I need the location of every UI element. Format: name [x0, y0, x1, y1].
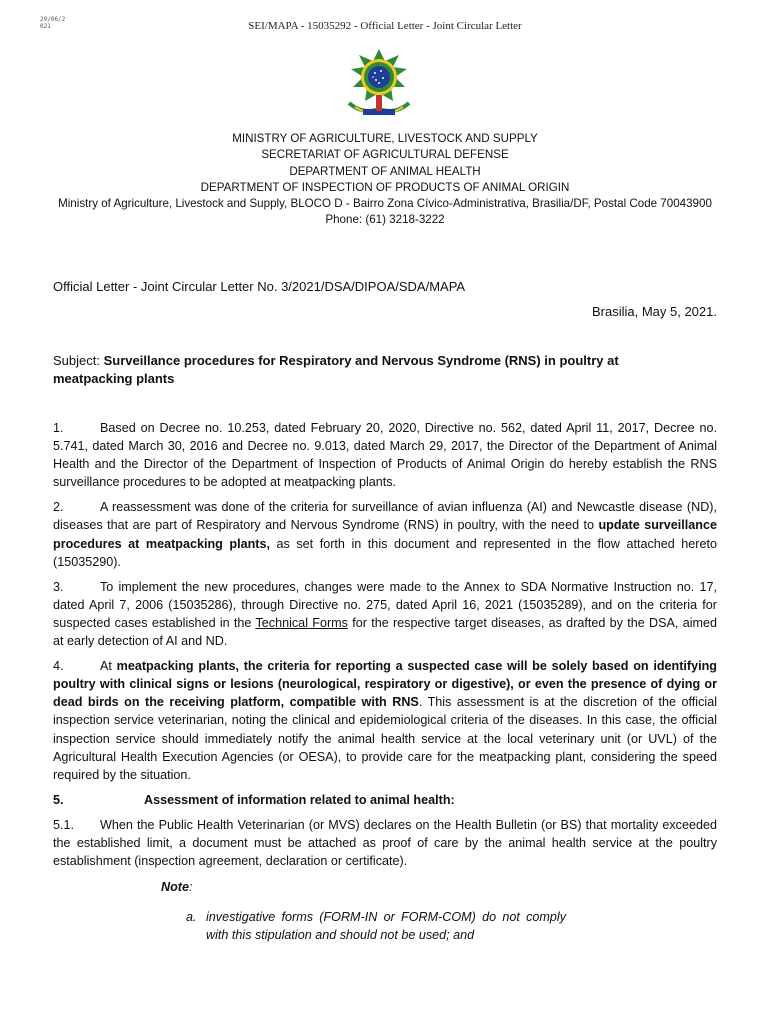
paragraph-text: for the respective target diseases, as drafted by the DSA, aimed at early detection of AI and ND. [53, 615, 717, 649]
paragraph-text: To implement the new procedures, changes were made to the Annex to SDA Normative Instruction no. 17, dated April 7, 2006 (15035286), through Directive no. 275, dated April 16, 2021 (15035289), and on the criteria for suspected cases established in the [53, 579, 717, 630]
paragraph-text: as set forth in this document and represented in the flow attached hereto (15035290). [53, 536, 718, 569]
running-header: SEI/MAPA - 15035292 - Official Letter - Joint Circular Letter [248, 20, 522, 32]
paragraph-text: A reassessment was done of the criteria for surveillance of avian influenza (AI) and Newcastle disease (ND), diseases that are part of Respiratory and Nervous Syndrome (RNS) in poultry, with the need to [53, 500, 717, 533]
paragraph-number: 1. [53, 421, 64, 435]
letter-number: Official Letter - Joint Circular Letter No. 3/2021/DSA/DIPOA/SDA/MAPA [53, 279, 466, 294]
department-inspection: DEPARTMENT OF INSPECTION OF PRODUCTS OF ANIMAL ORIGIN [200, 180, 570, 194]
subject-label: Subject: [53, 353, 100, 368]
paragraph-emphasis: update surveillance procedures at meatpacking plants, [53, 518, 717, 551]
department-animal-health: DEPARTMENT OF ANIMAL HEALTH [289, 164, 481, 178]
secretariat-name: SECRETARIAT OF AGRICULTURAL DEFENSE [261, 148, 509, 162]
paragraph-text: Based on Decree no. 10.253, dated February 20, 2020, Directive no. 562, dated April 11, 2017, Decree no. 5.741, dated March 30, 2016 and Decree no. 9.013, dated March 29, 2017, the Director of the Department of Animal Health and the Director of the Department of Inspection of Products of Animal Origin do hereby establish the RNS surveillance procedures to be adopted at meatpacking plants. [53, 421, 717, 490]
ministry-name: MINISTRY OF AGRICULTURE, LIVESTOCK AND SUPPLY [232, 132, 538, 145]
brazil-coat-of-arms-icon [345, 45, 413, 119]
paragraph-4 [53, 657, 717, 784]
note-colon: : [189, 880, 193, 895]
paragraph-number: 2. [53, 500, 64, 515]
letterhead [40, 131, 730, 229]
section-number: 5. [53, 792, 64, 807]
subject [53, 352, 693, 388]
paragraph-number: 3. [53, 579, 64, 594]
subject-text: Surveillance procedures for Respiratory and Nervous Syndrome (RNS) in poultry at meatpacking plants [53, 353, 619, 386]
section-title: Assessment of information related to animal health: [144, 792, 455, 807]
note-item-a [186, 908, 566, 944]
section-5-heading [53, 791, 717, 809]
paragraph-2 [53, 498, 717, 570]
paragraph-text: When the Public Health Veterinarian (or MVS) declares on the Health Bulletin (or BS) that mortality exceeded the established limit, a document must be attached as proof of care by the animal health service at the poultry establishment (inspection agreement, declaration or certificate). [53, 817, 717, 869]
print-stamp-date: 29/06/2 [40, 16, 66, 23]
paragraph-number: 4. [53, 659, 64, 674]
technical-forms-link[interactable]: Technical Forms [255, 615, 348, 630]
print-stamp-year: 021 [40, 23, 51, 30]
paragraph-number: 5.1. [53, 817, 75, 832]
paragraph-text: . This assessment is at the discretion of the official inspection service veterinarian, noting the clinical and epidemiological criteria of the diseases. In this case, the official inspection service should immediately notify the animal health service at the local veterinary unit (or UVL) of the Agricultural Health Execution Agencies (or OESA), to provide care for the meatpacking plant, considering the speed required by the situation. [53, 695, 717, 782]
letter-body [53, 419, 717, 944]
phone: Phone: (61) 3218-3222 [325, 213, 445, 227]
paragraph-1 [53, 419, 717, 491]
note-item-label: a. [186, 910, 197, 925]
paragraph-3 [53, 578, 717, 650]
note-heading [161, 878, 717, 896]
paragraph-5-1 [53, 816, 717, 870]
paragraph-emphasis: meatpacking plants, the criteria for reporting a suspected case will be solely based on identifying poultry with clinical signs or lesions (neurological, respiratory or digestive), or even the presence of dying or dead birds on the receiving platform, compatible with RNS [53, 659, 717, 710]
note-label: Note [161, 880, 189, 895]
date-line: Brasilia, May 5, 2021. [591, 304, 717, 319]
address: Ministry of Agriculture, Livestock and Supply, BLOCO D - Bairro Zona Cívico-Administrativa, Brasilia/DF, Postal Code 70043900 [58, 197, 712, 211]
paragraph-text: At [100, 659, 117, 674]
note-item-text: investigative forms (FORM-IN or FORM-COM) do not comply with this stipulation and should not be used; and [206, 910, 566, 943]
